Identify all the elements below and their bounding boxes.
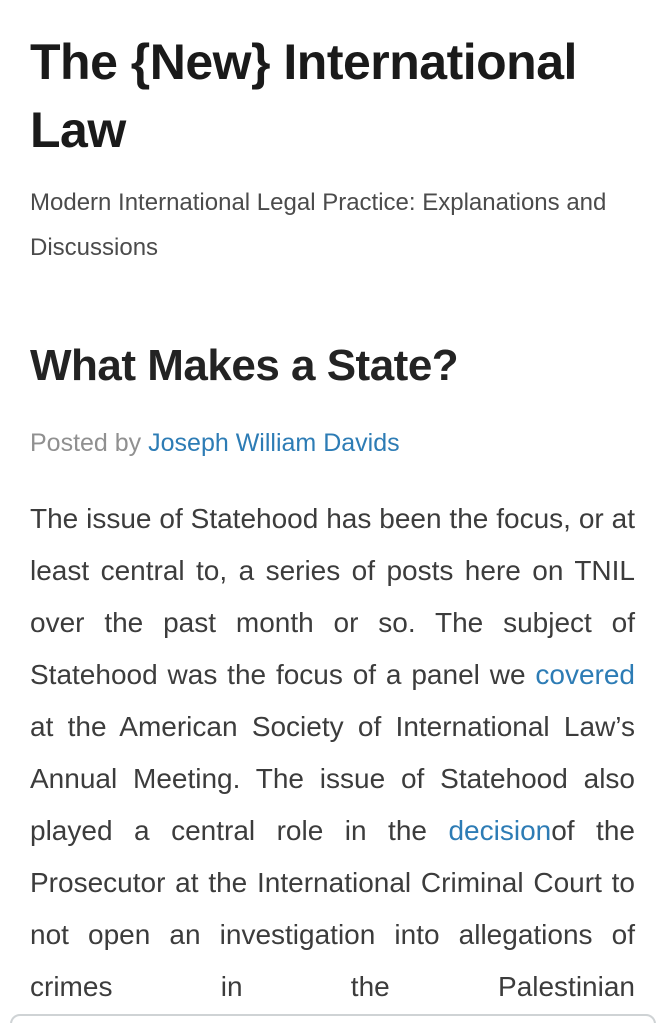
body-text-segment: of the Prosecutor at the International Criminal Court to not open an investigation into allegations of crimes in the Palestinian	[30, 815, 635, 1002]
post-body	[30, 493, 635, 1013]
embedded-card[interactable]	[10, 1014, 656, 1023]
post-meta	[30, 428, 635, 458]
body-text-segment: The issue of Statehood has been the focus, or at least central to, a series of posts here on TNIL over the past month or so. The subject of Statehood was the focus of a panel we	[30, 503, 635, 690]
site-header	[30, 0, 635, 270]
post-title[interactable]: What Makes a State?	[30, 341, 459, 390]
body-text-segment: at the American Society of International Law’s Annual Meeting. The issue of Statehood also played a central role in the	[30, 711, 635, 846]
covered-link[interactable]: covered	[535, 659, 635, 690]
site-title-link[interactable]: The {New} International Law	[30, 34, 577, 158]
author-link[interactable]: Joseph William Davids	[148, 429, 400, 457]
decision-link[interactable]: decision	[448, 815, 552, 846]
post-article	[30, 341, 635, 1013]
site-subtitle: Modern International Legal Practice: Explanations and Discussions	[30, 189, 607, 261]
posted-by-label: Posted by	[30, 429, 149, 457]
